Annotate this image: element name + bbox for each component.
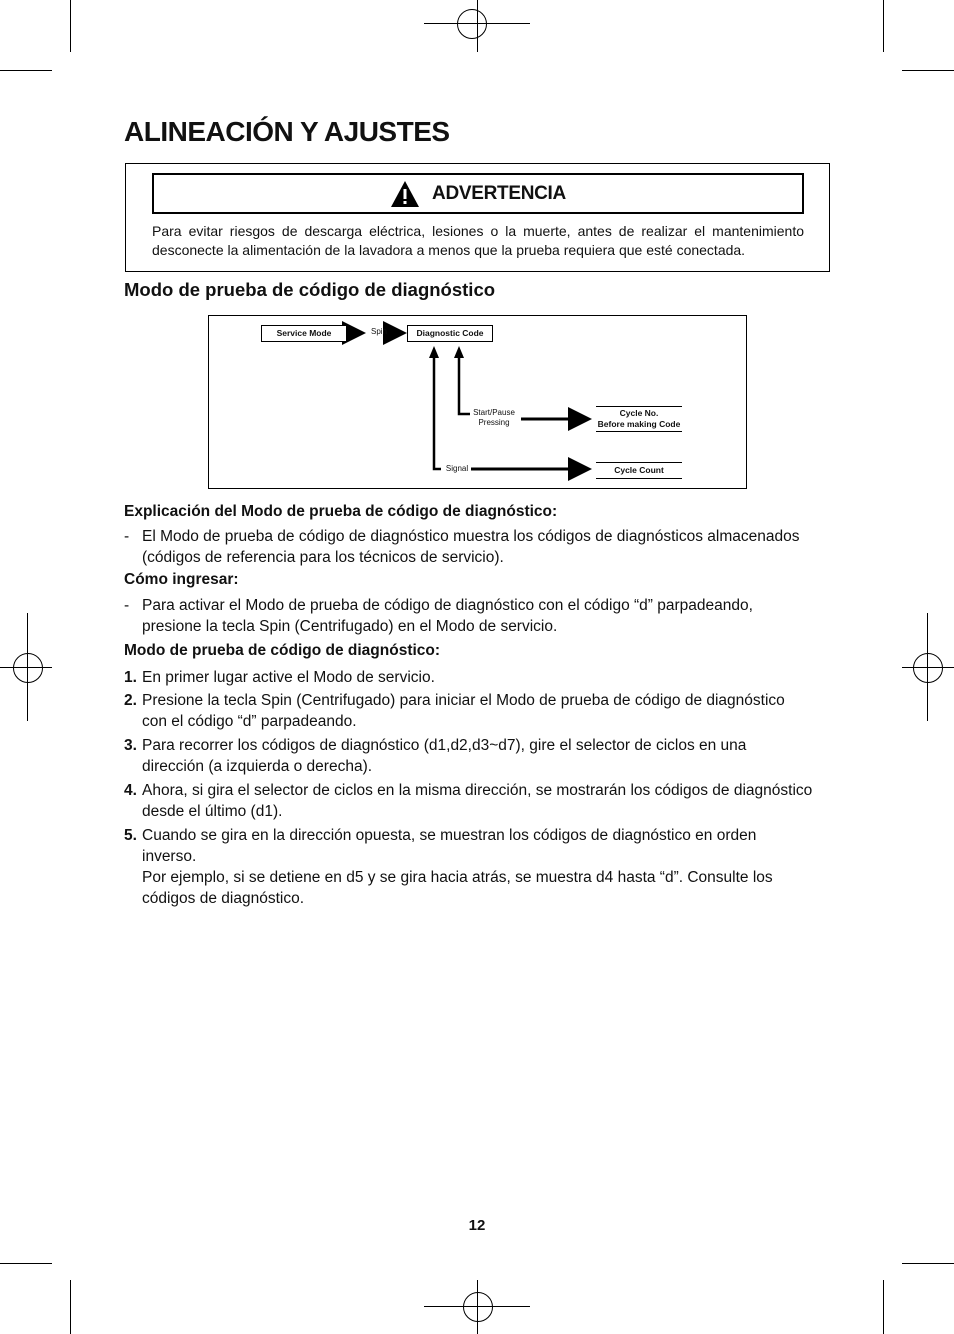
step-line: Por ejemplo, si se detiene en d5 y se gira hacia atrás, se muestra d4 hasta “d”. Consulte los (142, 869, 773, 886)
warning-label: ADVERTENCIA (432, 182, 566, 204)
step-line: inverso. (142, 848, 197, 865)
start-pause-line-1: Start/Pause (473, 408, 515, 417)
step-text (142, 667, 842, 688)
step-1 (124, 667, 844, 689)
step-line: dirección (a izquierda o derecha). (142, 758, 373, 775)
how-to-enter-heading: Cómo ingresar: (124, 571, 239, 588)
explanation-bullet (124, 526, 844, 570)
cycle-no-line-1: Cycle No. (619, 408, 659, 418)
step-line: desde el último (d1). (142, 803, 283, 820)
section-heading: Modo de prueba de código de diagnóstico (124, 279, 496, 300)
bullet-marker: - (124, 528, 130, 545)
diagnostic-code-box: Diagnostic Code (407, 325, 493, 342)
step-line: En primer lugar active el Modo de servicio. (142, 669, 435, 686)
cycle-count-box: Cycle Count (596, 462, 682, 479)
page-title: ALINEACIÓN Y AJUSTES (124, 116, 450, 147)
step-line: con el código “d” parpadeando. (142, 713, 357, 730)
step-text (142, 825, 842, 909)
warning-header (152, 173, 804, 214)
step-line: Cuando se gira en la dirección opuesta, se muestran los códigos de diagnóstico en orden (142, 827, 757, 844)
step-number: 3. (124, 737, 137, 754)
step-text (142, 735, 842, 777)
step-3 (124, 735, 844, 779)
step-5 (124, 825, 844, 913)
bullet-line: El Modo de prueba de código de diagnóstico muestra los códigos de diagnósticos almacenados (142, 528, 800, 545)
bullet-line: presione la tecla Spin (Centrifugado) en el Modo de servicio. (142, 618, 558, 635)
bullet-text (142, 526, 842, 568)
explanation-heading: Explicación del Modo de prueba de código de diagnóstico: (124, 503, 558, 520)
step-number: 2. (124, 692, 137, 709)
step-line: códigos de diagnóstico. (142, 890, 305, 907)
step-4 (124, 780, 844, 824)
cycle-no-box (596, 406, 682, 432)
bullet-line: (códigos de referencia para los técnicos de servicio). (142, 549, 504, 566)
warning-text (152, 222, 804, 260)
bullet-text (142, 595, 842, 637)
warning-line: Para evitar riesgos de descarga eléctrica, lesiones o la muerte, antes de realizar el mantenimiento (152, 223, 804, 239)
step-number: 4. (124, 782, 137, 799)
step-number: 5. (124, 827, 137, 844)
start-pause-line-2: Pressing (478, 418, 510, 427)
spin-label: Spin (370, 327, 387, 336)
bullet-marker: - (124, 597, 130, 614)
step-2 (124, 690, 844, 734)
warning-line: desconecte la alimentación de la lavadora a menos que la prueba requiera que esté conectada. (152, 242, 746, 258)
steps-heading: Modo de prueba de código de diagnóstico: (124, 642, 441, 659)
step-number: 1. (124, 669, 137, 686)
page-number: 12 (468, 1217, 486, 1234)
step-line: Para recorrer los códigos de diagnóstico (d1,d2,d3~d7), gire el selector de ciclos en una (142, 737, 747, 754)
step-line: Presione la tecla Spin (Centrifugado) para iniciar el Modo de prueba de código de diagnóstico (142, 692, 785, 709)
start-pause-label (467, 408, 521, 428)
signal-label: Signal (445, 464, 469, 473)
step-line: Ahora, si gira el selector de ciclos en la misma dirección, se mostrarán los códigos de diagnóstico (142, 782, 813, 799)
how-to-enter-bullet (124, 595, 844, 639)
service-mode-box: Service Mode (261, 325, 347, 342)
step-text (142, 690, 842, 732)
warning-triangle-icon (390, 180, 420, 208)
diagnostic-flow-diagram (208, 315, 747, 489)
step-text (142, 780, 842, 822)
bullet-line: Para activar el Modo de prueba de código de diagnóstico con el código “d” parpadeando, (142, 597, 753, 614)
cycle-no-line-2: Before making Code (597, 419, 681, 429)
